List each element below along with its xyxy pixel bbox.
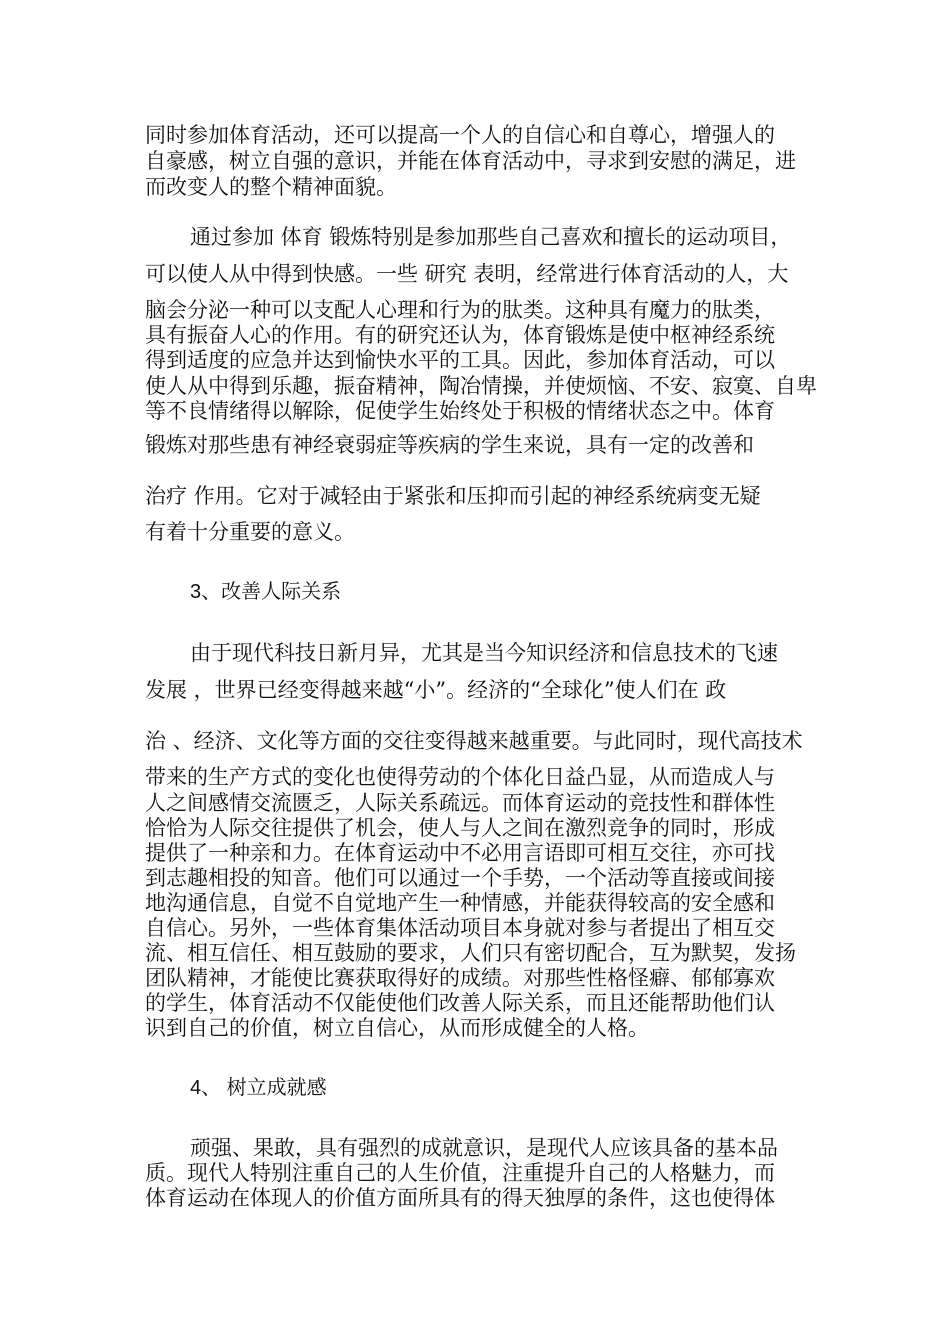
paragraph-line: 团队精神，才能使比赛获取得好的成绩。对那些性格怪癖、郁郁寡欢 [145, 966, 775, 990]
paragraph-line: 自豪感，树立自强的意识，并能在体育活动中，寻求到安慰的满足，进 [145, 149, 796, 173]
section-heading: 4、 树立成就感 [190, 1077, 327, 1099]
paragraph-line: 地沟通信息，自觉不自觉地产生一种情感，并能获得较高的安全感和 [145, 891, 775, 915]
paragraph-line: 顽强、果敢，具有强烈的成就意识，是现代人应该具备的基本品 [190, 1136, 778, 1160]
paragraph-line: 具有振奋人心的作用。有的研究还认为，体育锻炼是使中枢神经系统 [145, 323, 775, 347]
paragraph-line: 发展 ，世界已经变得越来越“小”。经济的“全球化”使人们在 政 [145, 678, 727, 702]
paragraph-line: 得到适度的应急并达到愉快水平的工具。因此，参加体育活动，可以 [145, 348, 775, 372]
paragraph-line: 同时参加体育活动，还可以提高一个人的自信心和自尊心，增强人的 [145, 123, 775, 147]
paragraph-line: 而改变人的整个精神面貌。 [145, 175, 397, 199]
paragraph-line: 自信心。另外，一些体育集体活动项目本身就对参与者提出了相互交 [145, 916, 775, 940]
paragraph-line: 提供了一种亲和力。在体育运动中不必用言语即可相互交往，亦可找 [145, 841, 775, 865]
paragraph-line: 可以使人从中得到快感。一些 研究 表明，经常进行体育活动的人，大 [145, 262, 789, 286]
paragraph-line: 脑会分泌一种可以支配人心理和行为的肽类。这种具有魔力的肽类， [145, 298, 775, 322]
paragraph-line: 体育运动在体现人的价值方面所具有的得天独厚的条件，这也使得体 [145, 1186, 775, 1210]
paragraph-line: 锻炼对那些患有神经衰弱症等疾病的学生来说，具有一定的改善和 [145, 433, 754, 457]
paragraph-line: 等不良情绪得以解除，促使学生始终处于积极的情绪状态之中。体育 [145, 399, 775, 423]
paragraph-line: 到志趣相投的知音。他们可以通过一个手势，一个活动等直接或间接 [145, 866, 775, 890]
paragraph-line: 治疗 作用。它对于减轻由于紧张和压抑而引起的神经系统病变无疑 [145, 484, 761, 508]
paragraph-line: 质。现代人特别注重自己的人生价值，注重提升自己的人格魅力，而 [145, 1161, 775, 1185]
paragraph-line: 有着十分重要的意义。 [145, 520, 355, 544]
paragraph-line: 治 、经济、文化等方面的交往变得越来越重要。与此同时，现代高技术 [145, 729, 803, 753]
section-heading: 3、改善人际关系 [190, 581, 342, 603]
paragraph-line: 通过参加 体育 锻炼特别是参加那些自己喜欢和擅长的运动项目， [190, 225, 792, 249]
paragraph-line: 带来的生产方式的变化也使得劳动的个体化日益凸显，从而造成人与 [145, 765, 775, 789]
paragraph-line: 恰恰为人际交往提供了机会，使人与人之间在激烈竞争的同时，形成 [145, 816, 775, 840]
paragraph-line: 识到自己的价值，树立自信心，从而形成健全的人格。 [145, 1016, 649, 1040]
paragraph-line: 人之间感情交流匮乏，人际关系疏远。而体育运动的竞技性和群体性 [145, 791, 775, 815]
paragraph-line: 使人从中得到乐趣，振奋精神，陶冶情操，并使烦恼、不安、寂寞、自卑 [145, 374, 817, 398]
paragraph-line: 流、相互信任、相互鼓励的要求，人们只有密切配合，互为默契，发扬 [145, 941, 796, 965]
paragraph-line: 的学生，体育活动不仅能使他们改善人际关系，而且还能帮助他们认 [145, 991, 775, 1015]
paragraph-line: 由于现代科技日新月异，尤其是当今知识经济和信息技术的飞速 [190, 641, 778, 665]
